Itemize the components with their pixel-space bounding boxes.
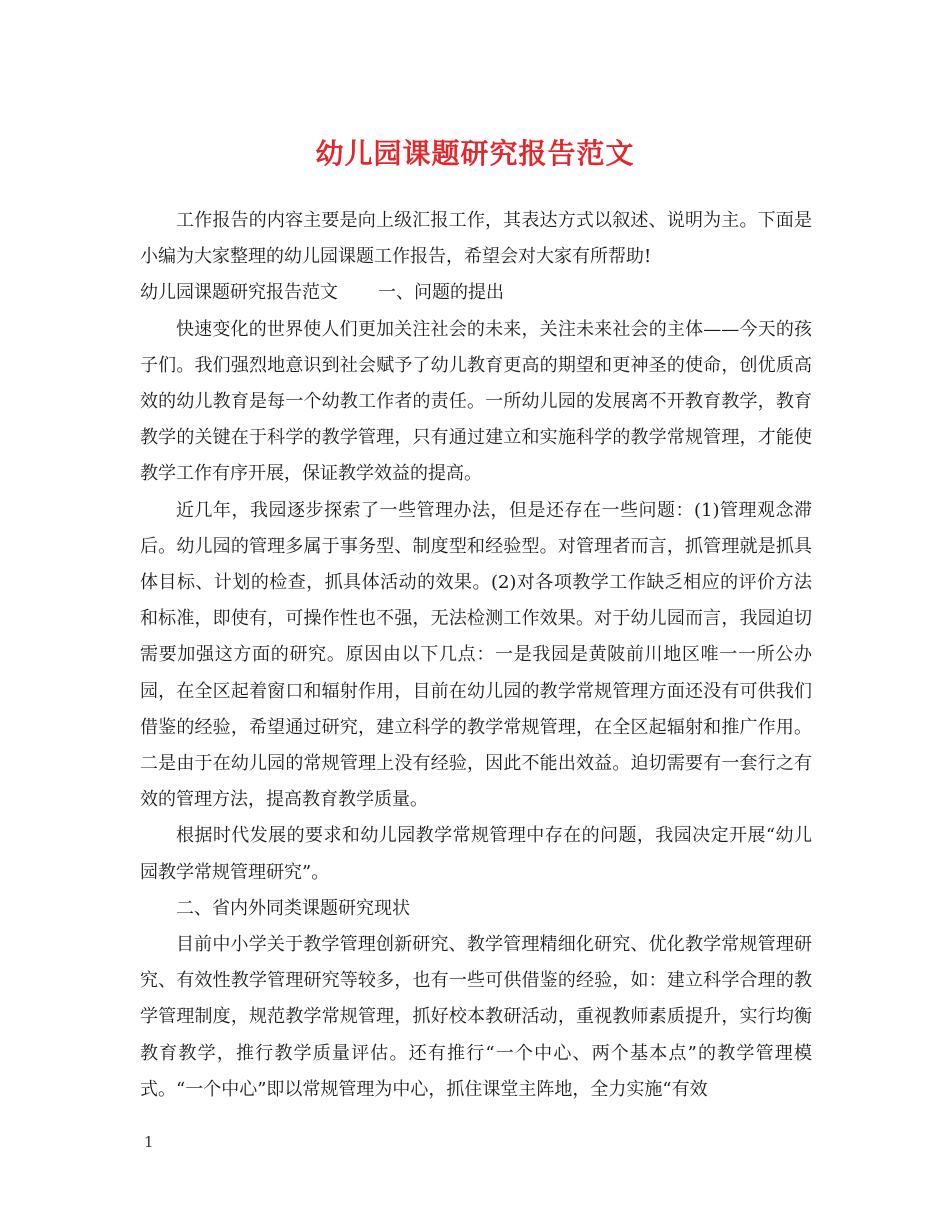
body-paragraph: 根据时代发展的要求和幼儿园教学常规管理中存在的问题，我园决定开展“幼儿园教学常规管理研究”。 — [140, 825, 812, 883]
section-heading-2: 二、省内外同类课题研究现状 — [176, 897, 410, 919]
document-body — [140, 203, 812, 1108]
subtitle-line — [140, 275, 812, 311]
intro-paragraph: 工作报告的内容主要是向上级汇报工作，其表达方式以叙述、说明为主。下面是小编为大家整理的幼儿园课题工作报告，希望会对大家有所帮助! — [140, 210, 812, 268]
body-paragraph: 快速变化的世界使人们更加关注社会的未来，关注未来社会的主体——今天的孩子们。我们强烈地意识到社会赋予了幼儿教育更高的期望和更神圣的使命，创优质高效的幼儿教育是每一个幼教工作者的责任。一所幼儿园的发展离不开教育教学，教育教学的关键在于科学的教学管理，只有通过建立和实施科学的教学常规管理，才能使教学工作有序开展，保证教学效益的提高。 — [140, 318, 812, 485]
subtitle-left: 幼儿园课题研究报告范文 — [140, 282, 338, 304]
section-heading-1: 一、问题的提出 — [378, 282, 504, 304]
page-number: 1 — [144, 1133, 154, 1151]
body-paragraph: 目前中小学关于教学管理创新研究、教学管理精细化研究、优化教学常规管理研究、有效性教学管理研究等较多，也有一些可供借鉴的经验，如：建立科学合理的教学管理制度，规范教学常规管理，抓好校本教研活动，重视教师素质提升，实行均衡教育教学，推行教学质量评估。还有推行“一个中心、两个基本点”的教学管理模式。“一个中心”即以常规管理为中心，抓住课堂主阵地，全力实施“有效 — [140, 934, 812, 1100]
body-paragraph: 近几年，我园逐步探索了一些管理办法，但是还存在一些问题：(1)管理观念滞后。幼儿园的管理多属于事务型、制度型和经验型。对管理者而言，抓管理就是抓具体目标、计划的检查，抓具体活动的效果。(2)对各项教学工作缺乏相应的评价方法和标准，即使有，可操作性也不强，无法检测工作效果。对于幼儿园而言，我园迫切需要加强这方面的研究。原因由以下几点：一是我园是黄陂前川地区唯一一所公办园，在全区起着窗口和辐射作用，目前在幼儿园的教学常规管理方面还没有可供我们借鉴的经验，希望通过研究，建立科学的教学常规管理，在全区起辐射和推广作用。二是由于在幼儿园的常规管理上没有经验，因此不能出效益。迫切需要有一套行之有效的管理方法，提高教育教学质量。 — [140, 499, 812, 811]
document-title: 幼儿园课题研究报告范文 — [315, 137, 635, 170]
